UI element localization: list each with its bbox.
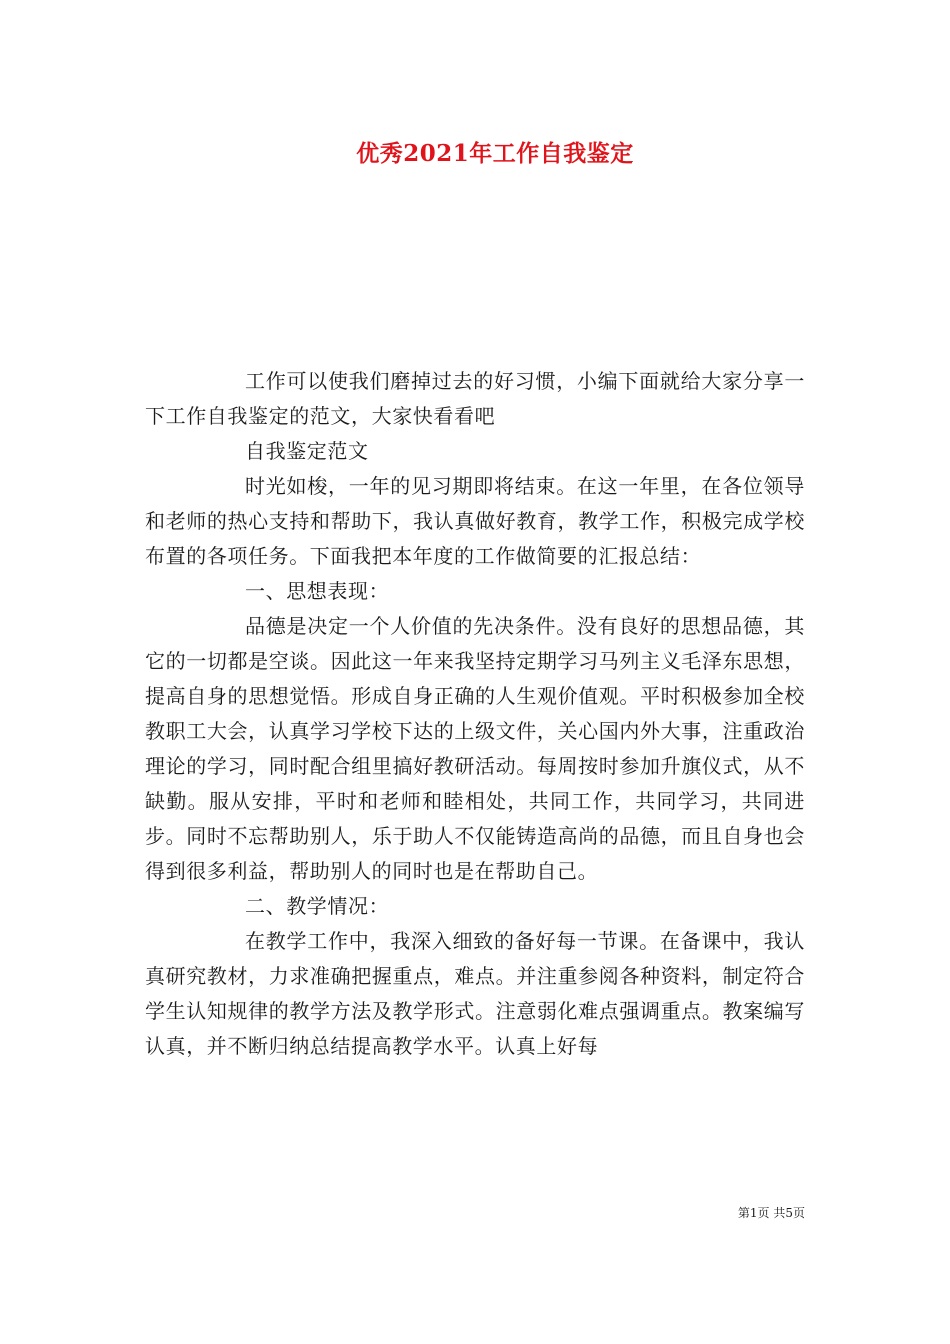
summary-paragraph: 时光如梭，一年的见习期即将结束。在这一年里，在各位领导和老师的热心支持和帮助下，我认真做好教育，教学工作，积极完成学校布置的各项任务。下面我把本年度的工作做简要的汇报总结：: [145, 474, 805, 568]
teaching-paragraph: 在教学工作中，我深入细致的备好每一节课。在备课中，我认真研究教材，力求准确把握重点，难点。并注重参阅各种资料，制定符合学生认知规律的教学方法及教学形式。注意弱化难点强调重点。教案编写认真，并不断归纳总结提高教学水平。认真上好每: [145, 929, 805, 1058]
section-heading-ideology: 一、思想表现：: [245, 579, 390, 603]
ideology-paragraph: 品德是决定一个人价值的先决条件。没有良好的思想品德，其它的一切都是空谈。因此这一年来我坚持定期学习马列主义毛泽东思想，提高自身的思想觉悟。形成自身正确的人生观价值观。平时积极参加全校教职工大会，认真学习学校下达的上级文件，关心国内外大事，注重政治理论的学习，同时配合组里搞好教研活动。每周按时参加升旗仪式，从不缺勤。服从安排，平时和老师和睦相处，共同工作，共同学习，共同进步。同时不忘帮助别人，乐于助人不仅能铸造高尚的品德，而且自身也会得到很多利益，帮助别人的同时也是在帮助自己。: [145, 614, 805, 883]
section-heading-sample: 自我鉴定范文: [245, 439, 369, 463]
page-title: 优秀2021年工作自我鉴定: [356, 140, 634, 167]
document-body: [145, 364, 805, 1064]
section-heading-teaching: 二、教学情况：: [245, 894, 390, 918]
intro-paragraph: 工作可以使我们磨掉过去的好习惯，小编下面就给大家分享一下工作自我鉴定的范文，大家快看看吧: [145, 369, 805, 428]
page-number: 第1页 共5页: [737, 1206, 805, 1220]
